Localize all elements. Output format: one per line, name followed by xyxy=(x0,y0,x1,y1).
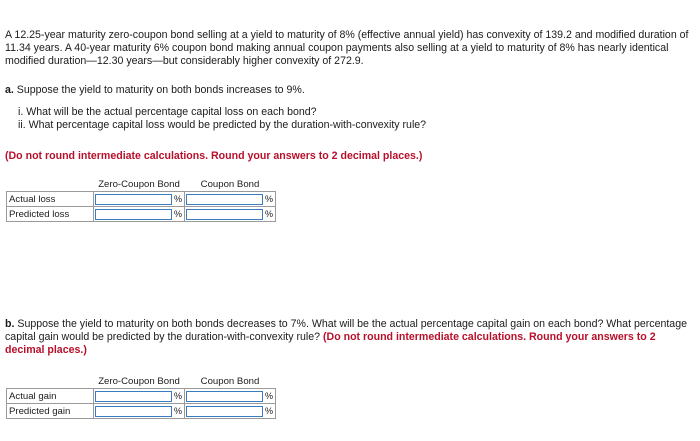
row-label-predicted-gain: Predicted gain xyxy=(7,404,94,419)
percent-sign: % xyxy=(264,209,273,219)
predicted-loss-coupon-input[interactable] xyxy=(186,209,263,220)
percent-sign: % xyxy=(264,391,273,401)
predicted-gain-coupon-input[interactable] xyxy=(186,406,263,417)
percent-sign: % xyxy=(264,194,273,204)
part-a-questions xyxy=(18,106,426,132)
table-row xyxy=(7,207,276,222)
problem-intro: A 12.25-year maturity zero-coupon bond selling at a yield to maturity of 8% (effective annual yield) has convexity of 139.2 and modified duration of 11.34 years. A 40-year maturity 6% coupon bond making annual coupon payments also selling at a yield to maturity of 8% has nearly identical modified duration—12.30 years—but considerably higher convexity of 272.9. xyxy=(5,29,689,68)
percent-sign: % xyxy=(173,406,182,416)
part-a-instructions: (Do not round intermediate calculations. Round your answers to 2 decimal places.) xyxy=(5,150,423,162)
part-a-answer-table xyxy=(6,177,276,222)
col-header-zero-coupon: Zero-Coupon Bond xyxy=(98,375,180,387)
col-header-coupon: Coupon Bond xyxy=(200,375,260,387)
part-b-text: Suppose the yield to maturity on both bonds decreases to 7%. What will be the actual percentage capital gain on each bond? What percentage capital gain would be predicted by the duration-with-convexity rule? xyxy=(5,318,687,344)
part-b-answer-table xyxy=(6,374,276,419)
percent-sign: % xyxy=(173,194,182,204)
part-b-prompt xyxy=(5,318,691,358)
row-label-actual-loss: Actual loss xyxy=(7,192,94,207)
table-row xyxy=(7,404,276,419)
actual-gain-coupon-input[interactable] xyxy=(186,391,263,402)
row-label-predicted-loss: Predicted loss xyxy=(7,207,94,222)
percent-sign: % xyxy=(173,391,182,401)
percent-sign: % xyxy=(264,406,273,416)
part-a-text: Suppose the yield to maturity on both bonds increases to 9%. xyxy=(16,84,305,96)
actual-loss-coupon-input[interactable] xyxy=(186,194,263,205)
part-b-instructions: (Do not round intermediate calculations. Round your answers to 2 decimal places.) xyxy=(5,331,656,357)
col-header-coupon: Coupon Bond xyxy=(200,178,260,190)
percent-sign: % xyxy=(173,209,182,219)
actual-loss-zero-input[interactable] xyxy=(95,194,172,205)
table-row xyxy=(7,389,276,404)
actual-gain-zero-input[interactable] xyxy=(95,391,172,402)
predicted-gain-zero-input[interactable] xyxy=(95,406,172,417)
question-ii: ii. What percentage capital loss would be predicted by the duration-with-convexity rule? xyxy=(18,119,427,131)
table-row xyxy=(7,192,276,207)
question-i: i. What will be the actual percentage capital loss on each bond? xyxy=(18,106,317,118)
part-a-label: a. xyxy=(5,84,14,96)
part-b-label: b. xyxy=(5,318,15,330)
part-a-prompt xyxy=(5,84,693,97)
row-label-actual-gain: Actual gain xyxy=(7,389,94,404)
predicted-loss-zero-input[interactable] xyxy=(95,209,172,220)
col-header-zero-coupon: Zero-Coupon Bond xyxy=(98,178,180,190)
